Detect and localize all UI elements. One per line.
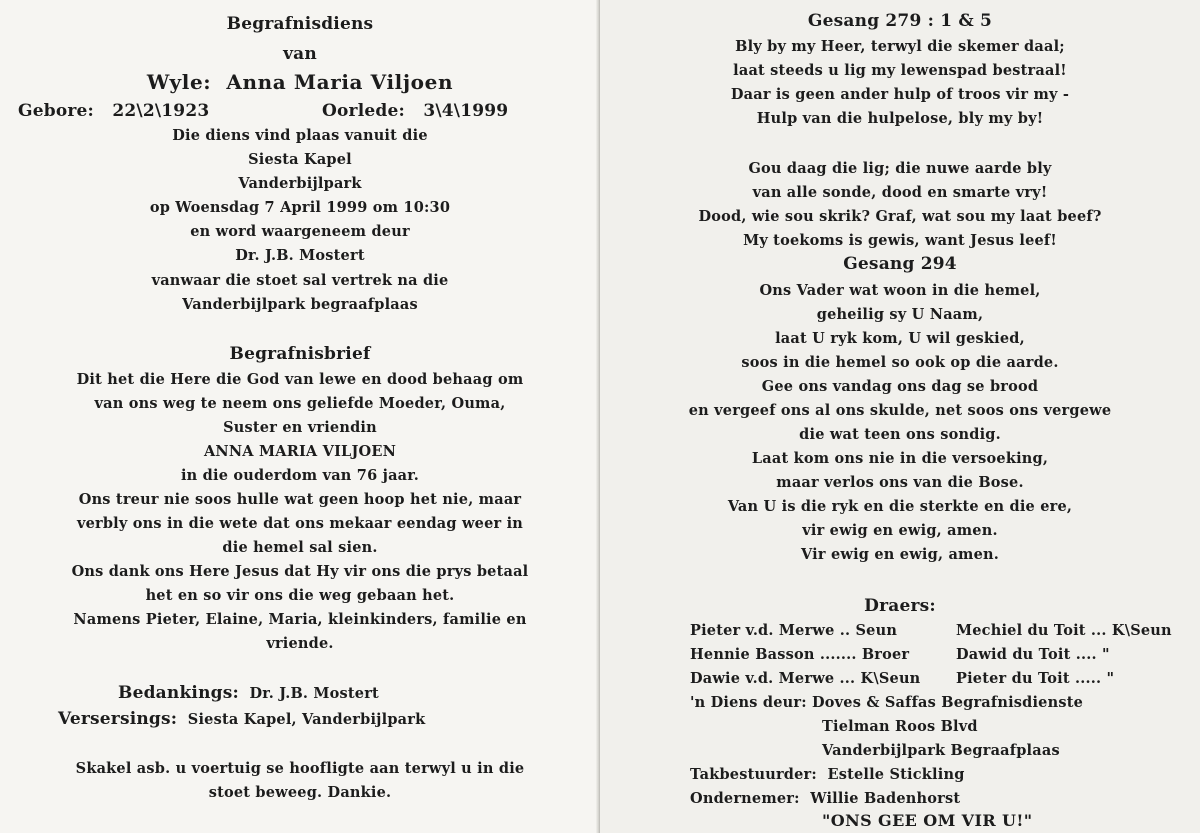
hymn1-line: Bly by my Heer, terwyl die skemer daal; — [735, 38, 1065, 55]
refresh-line — [58, 709, 425, 729]
letter-line: vriende. — [266, 635, 334, 652]
hymn2-line: Van U is die ryk en die sterkte en die ere, — [727, 498, 1073, 515]
service-line: Dr. J.B. Mostert — [235, 247, 365, 264]
hymn1-line: Gou daag die lig; die nuwe aarde bly — [748, 160, 1052, 177]
service-line: op Woensdag 7 April 1999 om 10:30 — [149, 199, 451, 216]
letter-line: Suster en vriendin — [223, 419, 377, 436]
born-label: Gebore: — [18, 101, 95, 121]
hymn2-line: Gee ons vandag ons dag se brood — [761, 378, 1039, 395]
letter-line: Dit het die Here die God van lewe en dood behaag om — [76, 371, 524, 388]
thanks-label: Bedankings: — [118, 683, 239, 703]
letter-line: Ons treur nie soos hulle wat geen hoop het nie, maar — [78, 491, 522, 508]
born-date: 22\2\1923 — [112, 101, 210, 121]
letter-line: van ons weg te neem ons geliefde Moeder, Ouma, — [94, 395, 506, 412]
service-line: Siesta Kapel — [248, 151, 352, 168]
bearer-left: Hennie Basson ....... Broer — [690, 646, 910, 663]
undertaker-line — [690, 790, 960, 808]
bearer-left: Pieter v.d. Merwe .. Seun — [690, 622, 898, 639]
letter-line: die hemel sal sien. — [222, 539, 378, 556]
letter-line: Namens Pieter, Elaine, Maria, kleinkinders, familie en — [73, 611, 527, 628]
letter-line: Ons dank ons Here Jesus dat Hy vir ons die prys betaal — [71, 563, 529, 580]
service-by: 'n Diens deur: Doves & Saffas Begrafnisdienste — [690, 694, 1084, 711]
service-line: Die diens vind plaas vanuit die — [172, 127, 428, 144]
undertaker-label: Ondernemer: — [690, 790, 800, 807]
hymn2-line: soos in die hemel so ook op die aarde. — [741, 354, 1059, 371]
refresh-value: Siesta Kapel, Vanderbijlpark — [187, 711, 426, 728]
hymn2-line: Laat kom ons nie in die versoeking, — [751, 450, 1049, 467]
service-line: vanwaar die stoet sal vertrek na die — [151, 272, 449, 289]
hymn2-line: die wat teen ons sondig. — [799, 426, 1001, 443]
thanks-value: Dr. J.B. Mostert — [249, 685, 379, 702]
service-line: Vanderbijlpark — [238, 175, 362, 192]
closing-line: stoet beweeg. Dankie. — [208, 784, 392, 801]
branch-label: Takbestuurder: — [690, 766, 817, 783]
bearers-title: Draers: — [864, 596, 936, 616]
branch-line — [690, 766, 965, 784]
hymn2-line: Vir ewig en ewig, amen. — [800, 546, 999, 563]
hymn1-line: My toekoms is gewis, want Jesus leef! — [743, 232, 1057, 249]
closing-line: Skakel asb. u voertuig se hoofligte aan terwyl u in die — [75, 760, 525, 777]
bearer-right: Dawid du Toit .... " — [956, 646, 1110, 663]
refresh-label: Versersings: — [58, 709, 178, 729]
thanks-line — [118, 683, 379, 703]
service-line: en word waargeneem deur — [190, 223, 410, 240]
right-page — [600, 0, 1200, 833]
died-label: Oorlede: — [322, 101, 405, 121]
hymn1-line: laat steeds u lig my lewenspad bestraal! — [733, 62, 1067, 79]
hymn1-line: van alle sonde, dood en smarte vry! — [752, 184, 1048, 201]
bearer-right: Pieter du Toit ..... " — [956, 670, 1115, 687]
branch-value: Estelle Stickling — [827, 766, 965, 783]
deceased-name: Anna Maria Viljoen — [226, 70, 454, 94]
hymn2-title: Gesang 294 — [843, 254, 957, 274]
born-line — [18, 101, 209, 121]
undertaker-value: Willie Badenhorst — [810, 790, 961, 807]
hymn2-line: laat U ryk kom, U wil geskied, — [775, 330, 1025, 347]
hymn1-title: Gesang 279 : 1 & 5 — [807, 11, 993, 31]
hymn1-line: Dood, wie sou skrik? Graf, wat sou my laat beef? — [698, 208, 1102, 225]
service-title: Begrafnisdiens — [226, 14, 374, 34]
hymn2-line: geheilig sy U Naam, — [816, 306, 984, 323]
died-date: 3\4\1999 — [423, 101, 509, 121]
hymn1-line: Hulp van die hulpelose, bly my by! — [756, 110, 1044, 127]
service-van: van — [283, 44, 317, 64]
bearer-right: Mechiel du Toit ... K\Seun — [956, 622, 1172, 639]
deceased-label: Wyle: — [146, 70, 212, 94]
service-line: Vanderbijlpark begraafplaas — [182, 296, 418, 313]
deceased-name-line — [0, 70, 600, 94]
hymn1-line: Daar is geen ander hulp of troos vir my - — [730, 86, 1070, 103]
hymn2-line: maar verlos ons van die Bose. — [776, 474, 1024, 491]
hymn2-line: en vergeef ons al ons skulde, net soos ons vergewe — [688, 402, 1112, 419]
address-line: Vanderbijlpark Begraafplaas — [822, 742, 1060, 759]
letter-line: verbly ons in die wete dat ons mekaar eendag weer in — [76, 515, 524, 532]
motto: "ONS GEE OM VIR U!" — [822, 811, 1033, 830]
letter-title: Begrafnisbrief — [229, 344, 371, 364]
address-line: Tielman Roos Blvd — [822, 718, 978, 735]
letter-line: ANNA MARIA VILJOEN — [203, 443, 397, 460]
bearer-left: Dawie v.d. Merwe ... K\Seun — [690, 670, 921, 687]
letter-line: in die ouderdom van 76 jaar. — [180, 467, 420, 484]
hymn2-line: Ons Vader wat woon in die hemel, — [759, 282, 1041, 299]
letter-line: het en so vir ons die weg gebaan het. — [145, 587, 455, 604]
died-line — [322, 101, 508, 121]
hymn2-line: vir ewig en ewig, amen. — [802, 522, 998, 539]
